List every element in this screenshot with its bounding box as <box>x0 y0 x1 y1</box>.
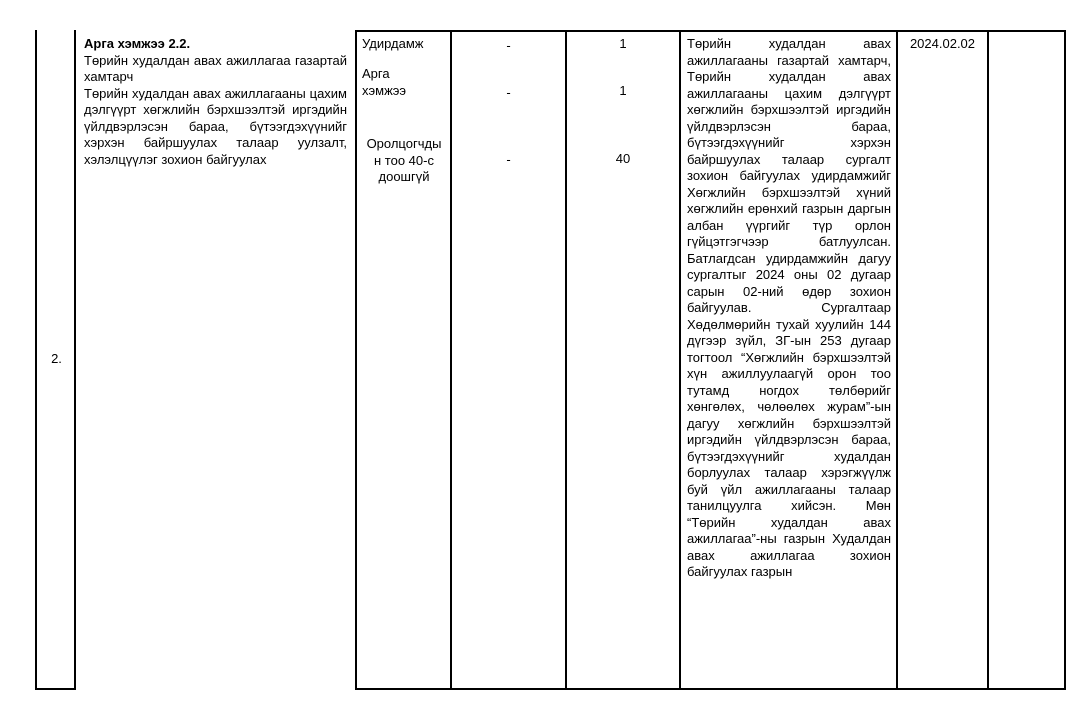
table-border-bottom-right <box>355 688 1066 690</box>
activity-cell <box>84 36 347 168</box>
table-border-vertical-3 <box>355 30 357 690</box>
activity-paragraph-2: Төрийн худалдан авах ажиллагааны цахим дэлгүүрт хөгжлийн бэрхшээлтэй иргэдийн үйлдвэрлэсэн бараа, бүтээгдэхүүнийг хэрхэн байршуулах талаар уулзалт, хэлэлцүүлэг зохион байгуулах <box>84 85 347 167</box>
table-border-vertical-4 <box>450 30 452 690</box>
indicator-label-3: Оролцогчдын тоо 40-с доошгүй <box>366 136 442 184</box>
row-number: 2. <box>51 351 62 367</box>
indicator-target-1: 1 <box>619 36 627 51</box>
table-border-vertical-9 <box>1064 30 1066 690</box>
table-border-vertical-7 <box>896 30 898 690</box>
indicator-baseline-3: - <box>506 152 511 167</box>
indicator-baseline-2: - <box>506 85 511 100</box>
indicator-target-3: 40 <box>615 151 631 166</box>
result-text-cell: Төрийн худалдан авах ажиллагааны газартай хамтарч, Төрийн худалдан авах ажиллагааны цахим дэлгүүрт хөгжлийн бэрхшээлтэй иргэдийн үйлдвэрлэсэн бараа, бүтээгдэхүүнийг хэрхэн байршуулах талаар сургалт зохион байгуулах удирдамжийг Хөгжлийн бэрхшээлтэй хүний хөгжлийн ерөнхий газрын даргын албан үүргийг түр орлон гүйцэтгэгчээр батлуулсан. Батлагдсан удирдамжийн дагуу сургалтыг 2024 оны 02 дугаар сарын 02-ний өдөр зохион байгуулав. Сургалтаар Хөдөлмөрийн тухай хуулийн 144 дүгээр зүйл, ЗГ-ын 253 дугаар тогтоол “Хөгжлийн бэрхшээлтэй хүн ажиллуулаагүй орон тоо тутамд ногдох төлбөрийг хөнгөлөх, чөлөөлөх журам”-ын дагуу хөгжлийн бэрхшээлтэй иргэдийн үйлдвэрлэсэн бараа, бүтээгдэхүүнийг худалдан борлуулах талаар хэрэгжүүлж буй үйл ажиллагааны талаар танилцуулга хийсэн. Мөн “Төрийн худалдан авах ажиллагаа”-ны газрын Худалдан авах ажиллагаа зохион байгуулах газрын <box>687 36 891 579</box>
table-border-top <box>355 30 1066 32</box>
date-cell: 2024.02.02 <box>909 36 976 51</box>
activity-paragraph-1: Төрийн худалдан авах ажиллагаа газартай хамтарч <box>84 52 347 84</box>
table-border-vertical-5 <box>565 30 567 690</box>
table-border-bottom-left <box>35 688 76 690</box>
indicator-label-2: Арга хэмжээ <box>362 66 407 98</box>
row-number-cell <box>36 31 77 688</box>
indicator-baseline-1: - <box>506 38 511 53</box>
table-border-vertical-6 <box>679 30 681 690</box>
empty-cell <box>989 31 1064 687</box>
indicator-target-2: 1 <box>619 83 627 98</box>
indicator-label-1: Удирдамж <box>362 36 424 51</box>
activity-title: Арга хэмжээ 2.2. <box>84 36 191 51</box>
